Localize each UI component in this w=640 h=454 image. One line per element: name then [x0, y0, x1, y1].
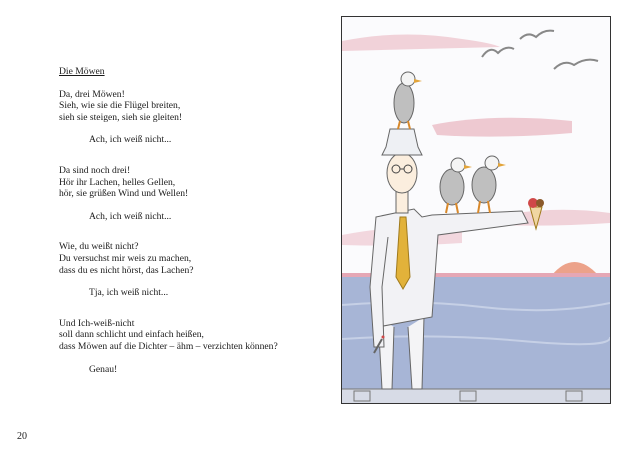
poem-line: Du versuchst mir weis zu machen,: [59, 252, 192, 264]
refrain: Genau!: [89, 363, 118, 375]
poem-line: sieh sie steigen, sieh sie gleiten!: [59, 111, 183, 123]
poem-line: Wie, du weißt nicht?: [59, 241, 139, 253]
stanza-3: [59, 241, 319, 298]
stanza-4: [59, 318, 319, 375]
poem-line: Sieh, wie sie die Flügel breiten,: [59, 100, 181, 112]
refrain: Ach, ich weiß nicht...: [89, 134, 172, 146]
poem: [59, 66, 319, 375]
refrain: Tja, ich weiß nicht...: [89, 287, 169, 299]
stanza-1: [59, 89, 319, 146]
seagull-illustration: [341, 16, 611, 404]
poem-line: dass Möwen auf die Dichter – ähm – verzichten können?: [59, 340, 278, 352]
stanza-2: [59, 165, 319, 222]
poem-line: Da sind noch drei!: [59, 164, 131, 176]
poem-line: soll dann schlicht und einfach heißen,: [59, 329, 204, 341]
refrain: Ach, ich weiß nicht...: [89, 210, 172, 222]
poem-title: Die Möwen: [59, 66, 105, 77]
poem-line: Hör ihr Lachen, helles Gellen,: [59, 176, 176, 188]
poem-line: Und Ich-weiß-nicht: [59, 317, 135, 329]
page-number: 20: [17, 431, 27, 442]
poem-line: dass du es nicht hörst, das Lachen?: [59, 264, 194, 276]
poem-line: Da, drei Möwen!: [59, 88, 125, 100]
poem-line: hör, sie grüßen Wind und Wellen!: [59, 188, 189, 200]
